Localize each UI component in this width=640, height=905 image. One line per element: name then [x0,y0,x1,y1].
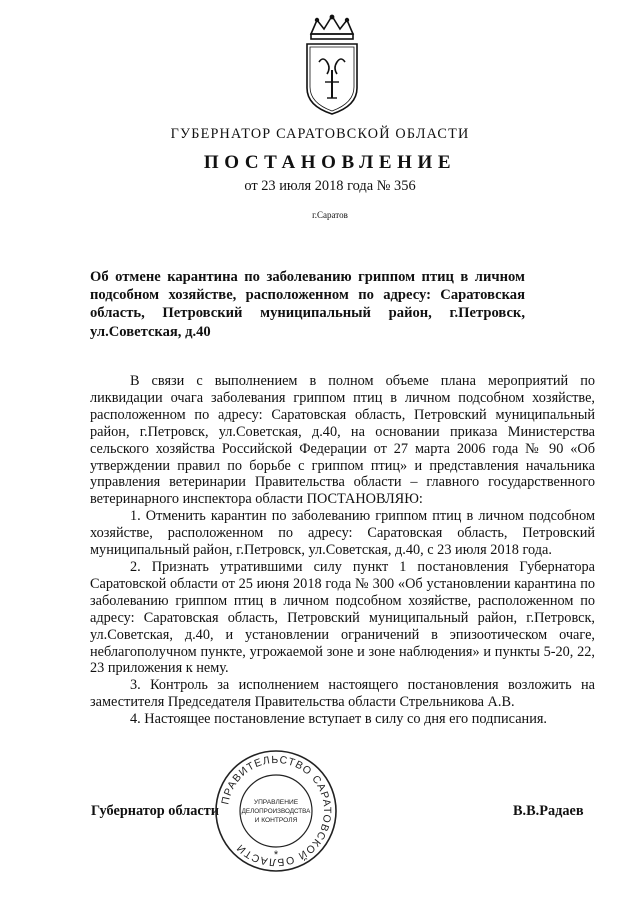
clause-3: 3. Контроль за исполнением настоящего постановления возложить на заместителя Председателя Правительства области Стрельникова А.В. [90,677,595,711]
signatory-title: Губернатор области [91,803,220,819]
official-stamp [213,748,339,874]
stamp-ring-text: ПРАВИТЕЛЬСТВО САРАТОВСКОЙ ОБЛАСТИ [219,753,334,869]
stamp-center-line1: УПРАВЛЕНИЕ [253,799,299,806]
document-subject: Об отмене карантина по заболеванию гриппом птиц в личном подсобном хозяйстве, расположенном по адресу: Саратовская область, Петровский муниципальный район, г.Петровск, ул.Советская, д.40 [90,269,525,340]
stamp-center-line3: И КОНТРОЛЯ [254,817,298,824]
clause-4: 4. Настоящее постановление вступает в силу со дня его подписания. [130,711,547,728]
document-body [90,373,595,728]
signatory-name: В.В.Радаев [513,803,584,819]
document-type: ПОСТАНОВЛЕНИЕ [203,152,457,173]
clause-2: 2. Признать утратившими силу пункт 1 постановления Губернатора Саратовской области от 25 июня 2018 года № 300 «Об установлении карантина по заболеванию гриппом птиц в личном подсобном хозяйстве, расположенном по адресу: Саратовская область, Петровский муниципальный район, г.Петровск, ул.Советская, д.40, и установлении ограничений в эпизоотическом очаге, неблагополучном пункте, угрожаемой зоне и зоне наблюдения» и пункты 5-20, 22, 23 приложения к нему. [90,558,595,677]
document-place: г.Саратов [312,210,348,220]
document-date-number: от 23 июля 2018 года № 356 [244,178,416,194]
clause-1: 1. Отменить карантин по заболеванию гриппом птиц в личном подсобном хозяйстве, расположенном по адресу: Саратовская область, Петровский муниципальный район, г.Петровск, ул.Советская, д.40, с 23 июля 2018 года. [90,508,595,559]
preamble-paragraph: В связи с выполнением в полном объеме плана мероприятий по ликвидации очага заболевания гриппом птиц в личном подсобном хозяйстве, расположенном по адресу: Саратовская область, Петровский муниципальный район, г.Петровск, ул.Советская, д.40, на основании приказа Министерства сельского хозяйства Российской Федерации от 27 марта 2006 года № 90 «Об утверждении правил по борьбе с гриппом птиц» и представления начальника управления ветеринарии Правительства области – главного государственного ветеринарного инспектора области ПОСТАНОВЛЯЮ: [90,373,595,508]
authority-title: ГУБЕРНАТОР САРАТОВСКОЙ ОБЛАСТИ [170,126,470,142]
stamp-star: * [273,849,279,861]
coat-of-arms-icon [297,14,367,118]
stamp-center-line2: ДЕЛОПРОИЗВОДСТВА [241,808,311,815]
